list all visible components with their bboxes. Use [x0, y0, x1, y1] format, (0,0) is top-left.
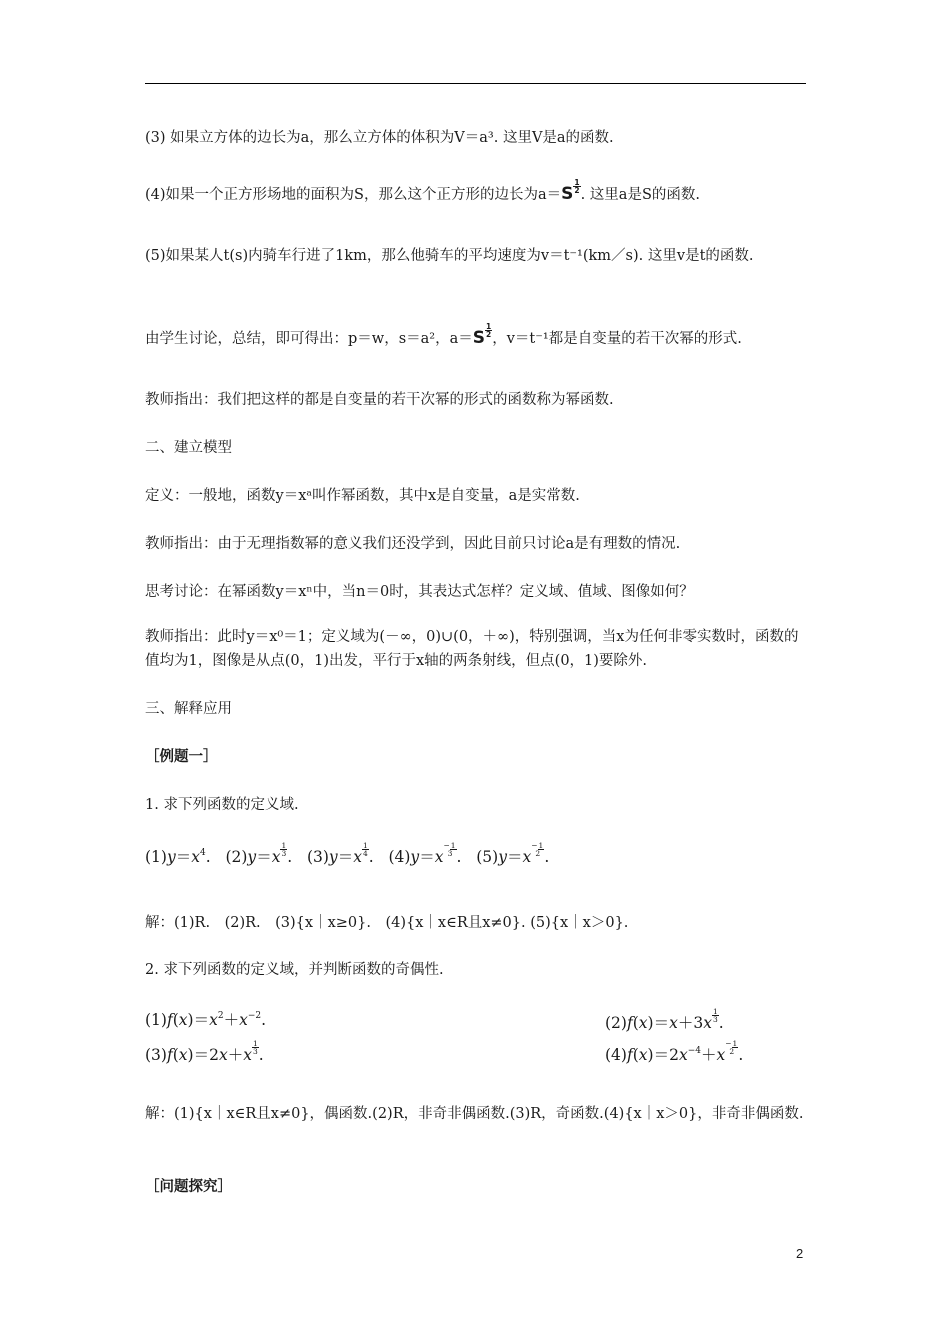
q2-item-1: $(1)f(x)=x^2+x^{-2}$. [145, 1011, 267, 1029]
paragraph-3: (3) 如果立方体的边长为a，那么立方体的体积为V＝a³. 这里V是a的函数. [145, 130, 614, 146]
formula-s-power: S $\frac{1}{2}$ [561, 178, 580, 204]
question-1: 1. 求下列函数的定义域. [145, 797, 299, 813]
explore-heading: ［问题探究］ [145, 1178, 232, 1195]
teacher-note-3: 教师指出：此时y＝x⁰＝1；定义域为(－∞，0)∪(0，＋∞)，特别强调，当x为任何非零实数时，函数的值均为1，图像是从点(0，1)出发，平行于x轴的两条射线，但点(0，1)要除外. [145, 629, 799, 669]
paragraph-4-text-a: (4)如果一个正方形场地的面积为S，那么这个正方形的边长为a＝ [145, 187, 562, 203]
teacher-note-2: 教师指出：由于无理指数幂的意义我们还没学到，因此目前只讨论a是有理数的情况. [145, 536, 681, 552]
paragraph-4-text-b: . 这里a是S的函数. [580, 187, 700, 203]
question-1-functions [145, 842, 806, 869]
q1-item-3: (3)y＝x $\frac{1}{4}$ . [306, 841, 374, 866]
page-number: 2 [796, 1246, 804, 1261]
paragraph-4 [145, 179, 806, 207]
definition: 定义：一般地，函数y＝xᵃ叫作幂函数，其中x是自变量，a是实常数. [145, 488, 580, 504]
formula-s-power-2: S $\frac{1}{2}$ [472, 322, 492, 348]
q1-item-4: (4)y＝x−1 3 . [388, 841, 462, 866]
paragraph-5: (5)如果某人t(s)内骑车行进了1km，那么他骑车的平均速度为v＝t⁻¹(km／s). 这里v是t的函数. [145, 248, 754, 264]
section-heading-3: 三、解释应用 [145, 701, 232, 717]
summary-text-a: 由学生讨论，总结，即可得出：p＝w，s＝a²，a＝ [145, 331, 473, 347]
q1-item-2: (2)y＝x $\frac{1}{3}$ . [225, 841, 293, 866]
q2-item-4: $(4)f(x)=2x^{-4}+x-1$ 2 . [605, 1039, 744, 1064]
question-2-row-1 [145, 1008, 806, 1032]
teacher-note-1: 教师指出：我们把这样的都是自变量的若干次幂的形式的函数称为幂函数. [145, 392, 614, 408]
q2-item-2: (2)f(x)＝x＋3x $\frac{1}{3}$ . [605, 1007, 724, 1032]
answer-1: 解：(1)R. (2)R. (3){x｜x≥0}. (4){x｜x∈R且x≠0}. (5){x｜x＞0}. [145, 915, 629, 931]
think-discussion: 思考讨论：在幂函数y＝xⁿ中，当n＝0时，其表达式怎样？定义域、值域、图像如何？ [145, 584, 694, 600]
q1-item-5: (5)y＝x−1 2 . [476, 841, 550, 866]
example-heading: ［例题一］ [145, 748, 218, 765]
section-heading-2: 二、建立模型 [145, 440, 232, 456]
question-2: 2. 求下列函数的定义域，并判断函数的奇偶性. [145, 962, 444, 978]
summary-text-b: ，v＝t⁻¹都是自变量的若干次幂的形式. [492, 331, 742, 347]
q2-item-3: (3)f(x)＝2x＋x $\frac{1}{3}$ . [145, 1039, 264, 1064]
answer-2: 解：(1){x｜x∈R且x≠0}，偶函数.(2)R，非奇非偶函数.(3)R，奇函数.(4){x｜x＞0}，非奇非偶函数. [145, 1106, 804, 1122]
summary [145, 323, 806, 351]
header-rule [145, 83, 806, 84]
question-2-row-2 [145, 1040, 806, 1067]
q1-item-1: $(1)y=x^4$. [145, 848, 211, 866]
